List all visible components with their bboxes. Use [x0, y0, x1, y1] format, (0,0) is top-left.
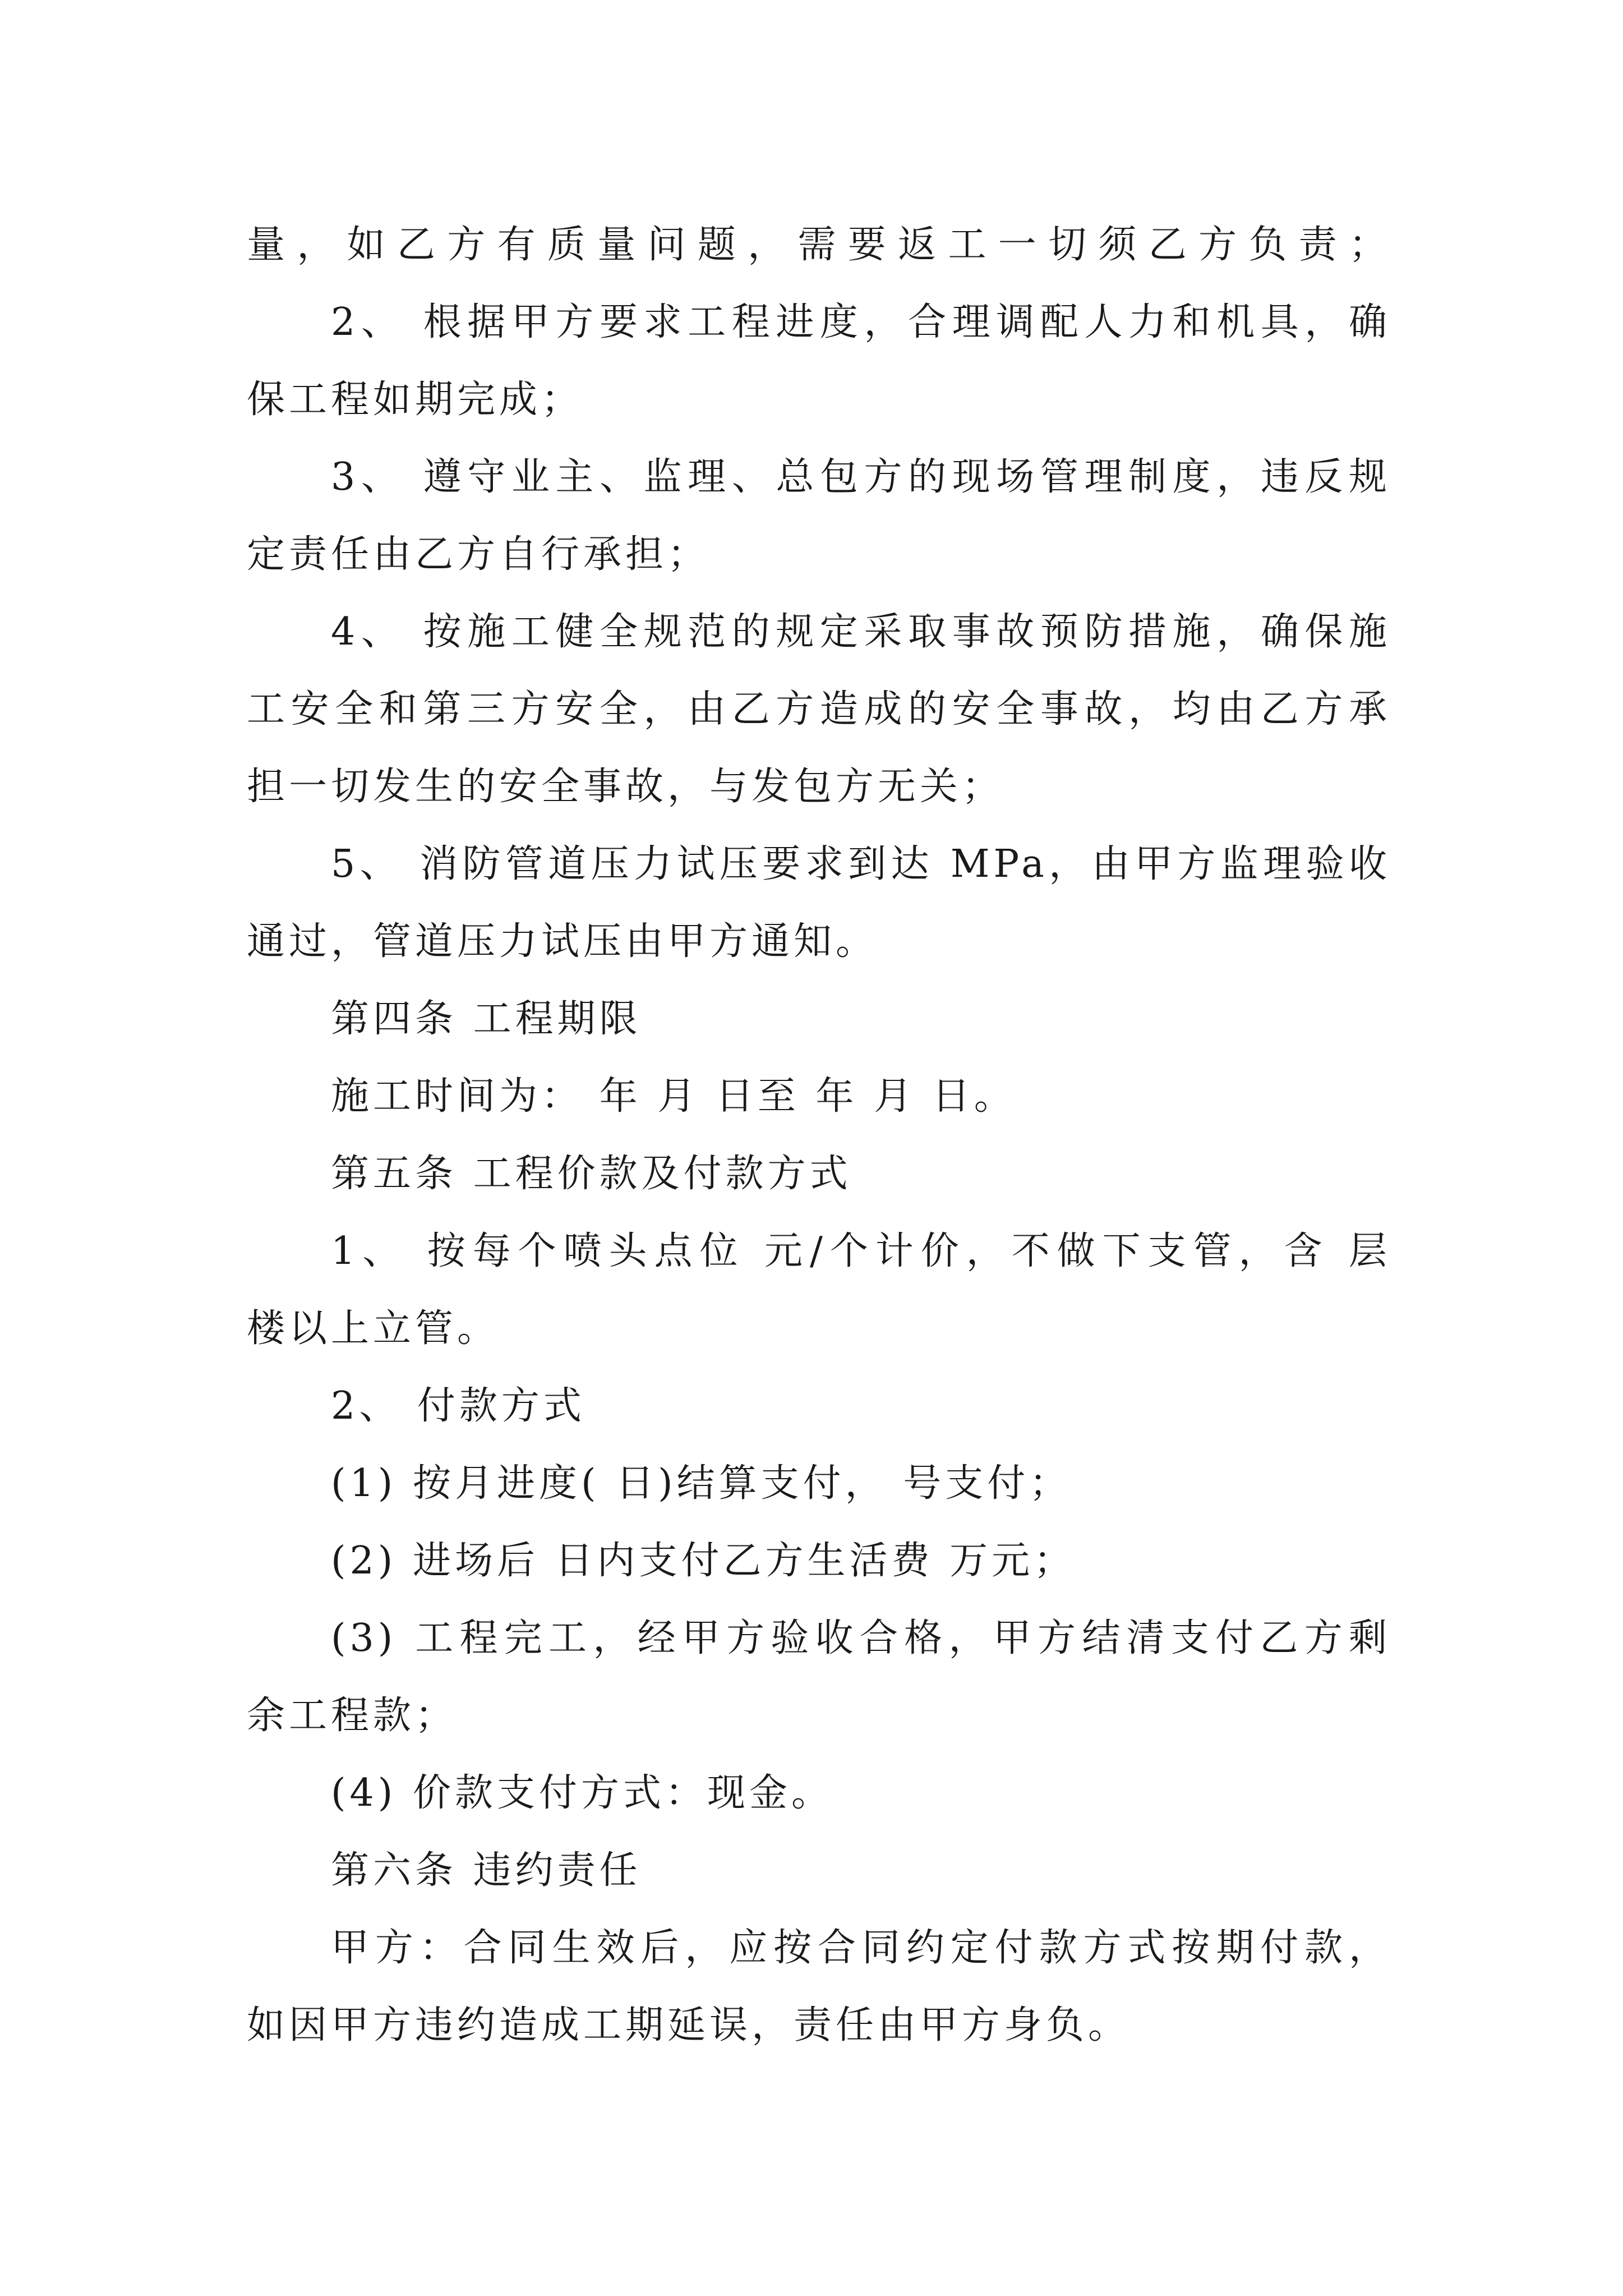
text-line: 1、 按每个喷头点位 元/个计价，不做下支管，含 层: [331, 1229, 1391, 1273]
text-line: 甲方：合同生效后，应按合同约定付款方式按期付款，: [331, 1926, 1391, 1970]
text-line: (4) 价款支付方式：现金。: [331, 1771, 833, 1815]
text-line: 量，如乙方有质量问题，需要返工一切须乙方负责；: [247, 223, 1391, 267]
text-line: (1) 按月进度( 日)结算支付， 号支付；: [331, 1461, 1072, 1506]
text-line: 楼以上立管。: [247, 1306, 500, 1351]
text-line: 2、 付款方式: [331, 1384, 585, 1428]
text-line: 保工程如期完成；: [247, 378, 584, 422]
section-heading: 第四条 工程期限: [331, 997, 642, 1041]
text-line: (2) 进场后 日内支付乙方生活费 万元；: [331, 1539, 1076, 1583]
text-line: 施工时间为： 年 月 日至 年 月 日。: [331, 1074, 1016, 1119]
text-line: 担一切发生的安全事故，与发包方无关；: [247, 765, 1004, 809]
section-heading: 第六条 违约责任: [331, 1848, 642, 1893]
text-line: (3) 工程完工，经甲方验收合格，甲方结清支付乙方剩: [331, 1616, 1391, 1660]
section-heading: 第五条 工程价款及付款方式: [331, 1152, 852, 1196]
text-line: 5、 消防管道压力试压要求到达 MPa，由甲方监理验收: [331, 842, 1391, 886]
text-line: 3、 遵守业主、监理、总包方的现场管理制度，违反规: [331, 455, 1391, 499]
document-body: [247, 206, 1391, 2064]
text-line: 工安全和第三方安全，由乙方造成的安全事故，均由乙方承: [247, 687, 1391, 731]
text-line: 定责任由乙方自行承担；: [247, 532, 710, 577]
text-line: 余工程款；: [247, 1694, 458, 1738]
text-line: 如因甲方违约造成工期延误，责任由甲方身负。: [247, 2003, 1131, 2047]
text-line: 4、 按施工健全规范的规定采取事故预防措施，确保施: [331, 610, 1391, 654]
text-line: 通过，管道压力试压由甲方通知。: [247, 919, 878, 964]
text-line: 2、 根据甲方要求工程进度，合理调配人力和机具，确: [331, 300, 1391, 344]
